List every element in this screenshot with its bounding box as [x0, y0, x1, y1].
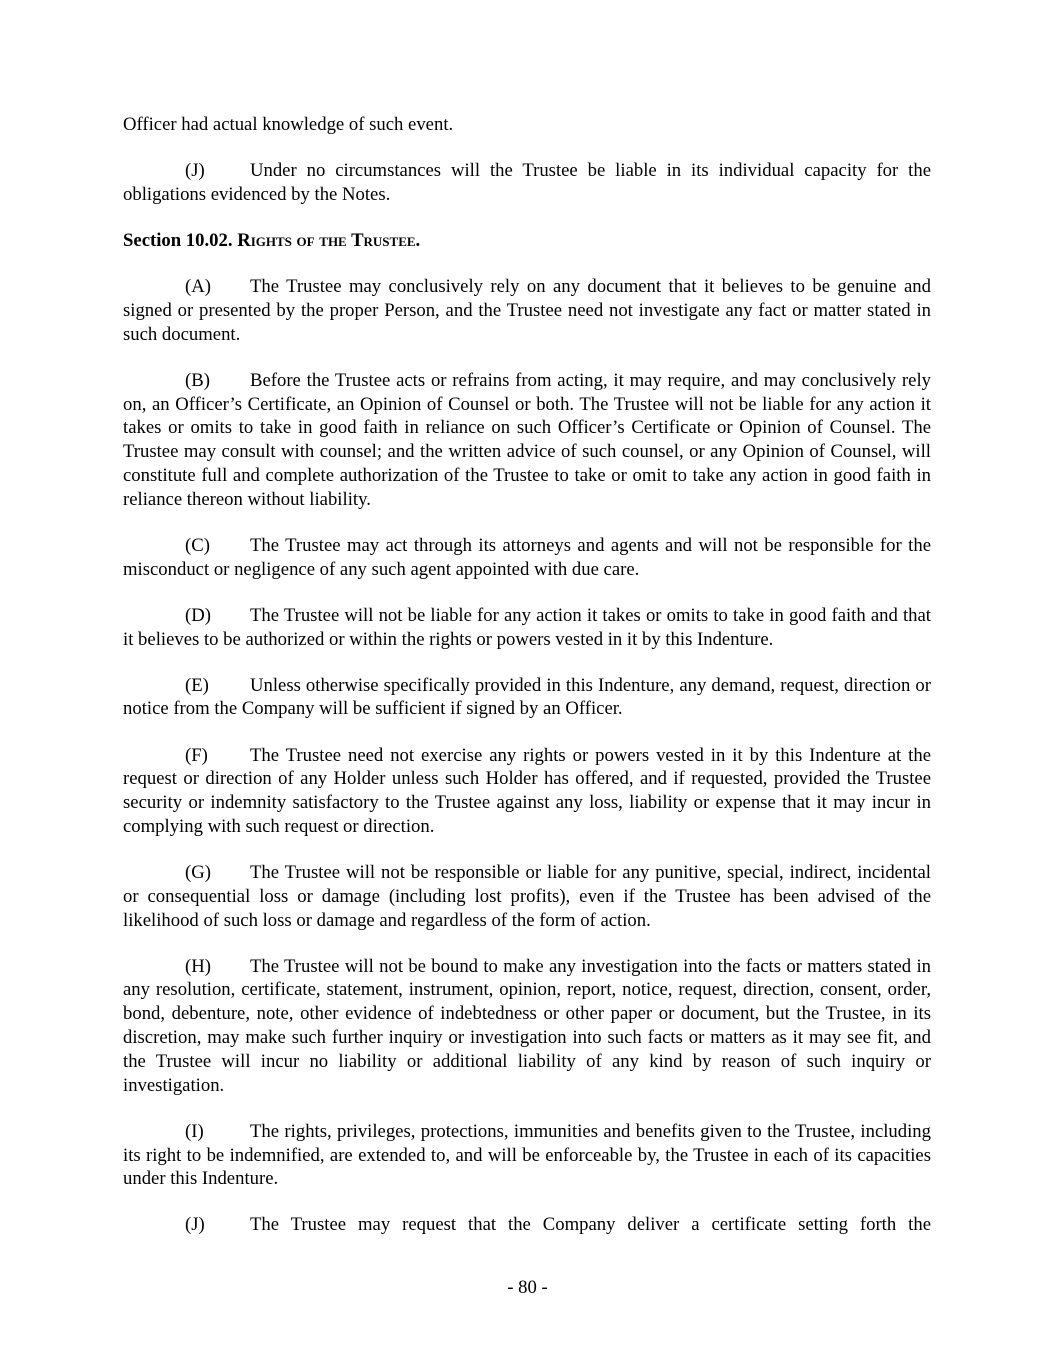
paragraph-text: The Trustee may act through its attorneys and agents and will not be responsible for the misconduct or negligence of any such agent appointed with due care. — [123, 534, 931, 580]
paragraph-text: The Trustee will not be liable for any action it takes or omits to take in good faith and that it believes to be authorized or within the rights or powers vested in it by this Indenture. — [123, 604, 931, 650]
paragraph-label: (I) — [185, 1120, 204, 1142]
section-number: Section 10.02. — [123, 229, 233, 251]
paragraph-c — [123, 534, 931, 582]
paragraph-g — [123, 861, 931, 932]
paragraph-text: Unless otherwise specifically provided in this Indenture, any demand, request, direction or notice from the Company will be sufficient if signed by an Officer. — [123, 674, 931, 720]
paragraph-label: (J) — [185, 160, 205, 182]
paragraph-label: (J) — [185, 1214, 205, 1236]
paragraph-label: (D) — [185, 604, 211, 626]
paragraph-h — [123, 955, 931, 1098]
paragraph-text: The rights, privileges, protections, immunities and benefits given to the Trustee, including its right to be indemnified, are extended to, and will be enforceable by, the Trustee in each of its capacities under this Indenture. — [123, 1120, 931, 1190]
paragraph-text: Under no circumstances will the Trustee be liable in its individual capacity for the obligations evidenced by the Notes. — [123, 160, 931, 205]
paragraph-text: The Trustee need not exercise any rights or powers vested in it by this Indenture at the request or direction of any Holder unless such Holder has offered, and if requested, provided the Trustee security or indemnity satisfactory to the Trustee against any loss, liability or expense that it may incur in complying with such request or direction. — [123, 744, 931, 837]
paragraph-label: (C) — [185, 534, 210, 556]
paragraph-label: (E) — [185, 674, 209, 696]
paragraph-b — [123, 369, 931, 512]
page-number: - 80 - — [507, 1277, 548, 1298]
paragraph-i — [123, 1120, 931, 1191]
paragraph-text: The Trustee may conclusively rely on any document that it believes to be genuine and signed or presented by the proper Person, and the Trustee need not investigate any fact or matter stated in such document. — [123, 276, 931, 345]
paragraph-a — [123, 275, 931, 346]
paragraph-j — [123, 1213, 931, 1237]
section-heading — [123, 229, 931, 253]
paragraph-label: (G) — [185, 862, 211, 883]
paragraph-label: (F) — [185, 744, 208, 766]
paragraph-label: (B) — [185, 369, 210, 391]
paragraph-f — [123, 744, 931, 839]
paragraph-label: (A) — [185, 276, 211, 298]
continuation-paragraph: Officer had actual knowledge of such event. — [123, 114, 454, 135]
paragraph-j-intro — [123, 159, 931, 207]
paragraph-text: The Trustee will not be bound to make any investigation into the facts or matters stated in any resolution, certificate, statement, instrument, opinion, report, notice, request, direction, consent, order, bond, debenture, note, other evidence of indebtedness or other paper or document, but the Trustee, in its discretion, may make such further inquiry or investigation into such facts or matters as it may see fit, and the Trustee will incur no liability or additional liability of any kind by reason of such inquiry or investigation. — [123, 955, 931, 1096]
paragraph-text: The Trustee may request that the Company deliver a certificate setting forth the — [250, 1214, 931, 1236]
paragraph-text: The Trustee will not be responsible or liable for any punitive, special, indirect, incidental or consequential loss or damage (including lost profits), even if the Trustee has been advised of the likelihood of such loss or damage and regardless of the form of action. — [123, 862, 931, 931]
paragraph-d — [123, 604, 931, 652]
paragraph-label: (H) — [185, 955, 211, 977]
paragraph-e — [123, 674, 931, 722]
paragraph-text: Before the Trustee acts or refrains from acting, it may require, and may conclusively rely on, an Officer’s Certificate, an Opinion of Counsel or both. The Trustee will not be liable for any action it takes or omits to take in good faith in reliance on such Officer’s Certificate or Opinion of Counsel. The Trustee may consult with counsel; and the written advice of such counsel, or any Opinion of Counsel, will constitute full and complete authorization of the Trustee to take or omit to take any action in good faith in reliance thereon without liability. — [123, 369, 931, 510]
section-title: Rights of the Trustee. — [237, 229, 421, 251]
